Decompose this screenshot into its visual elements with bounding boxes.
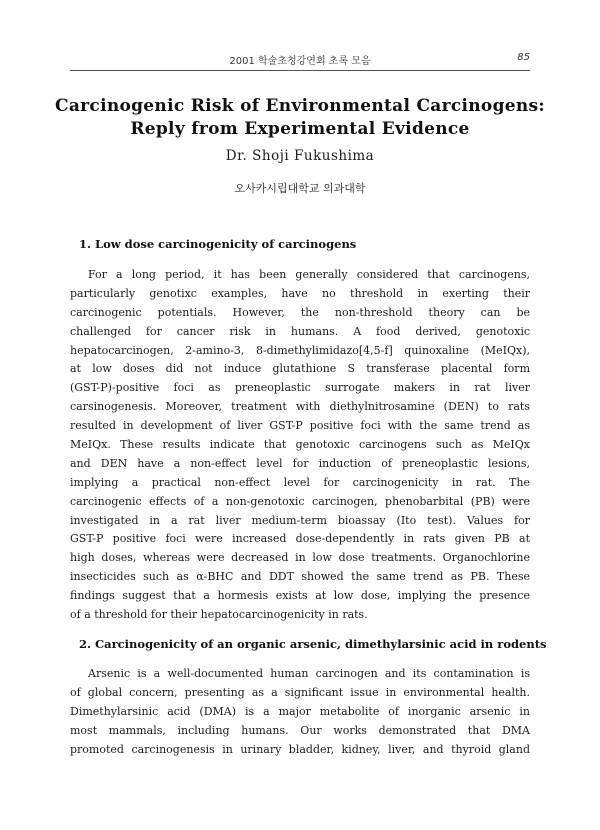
text-line: investigated in a rat liver medium-term bioassay (Ito test). Values for [70, 513, 530, 527]
text-line: at low doses did not induce glutathione S transferase placental form [70, 362, 530, 376]
text-line: promoted carcinogenesis in urinary bladder, kidney, liver, and thyroid gland [70, 742, 530, 756]
text-line: carcinogenic potentials. However, the non-threshold theory can be [70, 305, 530, 319]
text-line: most mammals, including humans. Our works demonstrated that DMA [70, 723, 530, 737]
text-line: challenged for cancer risk in humans. A food derived, genotoxic [70, 324, 530, 338]
text-line: resulted in development of liver GST-P positive foci with the same trend as [70, 419, 530, 433]
text-line: findings suggest that a hormesis exists at low dose, implying the presence [70, 589, 530, 603]
text-line: MeIQx. These results indicate that genotoxic carcinogens such as MeIQx [70, 438, 530, 452]
text-line: particularly genotixc examples, have no threshold in exerting their [70, 286, 530, 300]
text-line: (GST-P)-positive foci as preneoplastic surrogate makers in rat liver [70, 381, 530, 395]
title-line: Reply from Experimental Evidence [130, 119, 470, 139]
text-line: insecticides such as α-BHC and DDT showed the same trend as PB. These [70, 570, 530, 584]
section-1-paragraph [70, 266, 530, 625]
text-line: Arsenic is a well-documented human carcinogen and its contamination is [88, 667, 530, 680]
page-number: 85 [517, 52, 530, 63]
journal-title: 2001 학술초청강연회 초록 모음 [229, 56, 371, 67]
text-line: carsinogenesis. Moreover, treatment with diethylnitrosamine (DEN) to rats [70, 400, 530, 414]
paper-title [40, 95, 560, 141]
text-line: of global concern, presenting as a significant issue in environmental health. [70, 685, 530, 699]
text-line: hepatocarcinogen, 2-amino-3, 8-dimethylimidazo[4,5-f] quinoxaline (MeIQx), [70, 343, 530, 357]
running-head [70, 52, 530, 71]
text-line: of a threshold for their hepatocarcinogenicity in rats. [70, 608, 368, 622]
author-name: Dr. Shoji Fukushima [225, 148, 375, 164]
section-2-paragraph [70, 665, 530, 759]
title-line: Carcinogenic Risk of Environmental Carcinogens: [55, 96, 545, 116]
text-line: Dimethylarsinic acid (DMA) is a major metabolite of inorganic arsenic in [70, 704, 530, 718]
author-affiliation: 오사카시립대학교 의과대학 [234, 182, 366, 195]
text-line: high doses, whereas were decreased in low dose treatments. Organochlorine [70, 551, 530, 565]
text-line: GST-P positive foci were increased dose-dependently in rats given PB at [70, 532, 530, 546]
section-1-heading: 1. Low dose carcinogenicity of carcinogens [79, 237, 357, 251]
text-line: implying a practical non-effect level for carcinogenicity in rat. The [70, 475, 530, 489]
section-2-heading: 2. Carcinogenicity of an organic arsenic, dimethylarsinic acid in rodents [79, 637, 547, 651]
text-line: For a long period, it has been generally considered that carcinogens, [88, 268, 530, 281]
text-line: and DEN have a non-effect level for induction of preneoplastic lesions, [70, 456, 530, 470]
text-line: carcinogenic effects of a non-genotoxic carcinogen, phenobarbital (PB) were [70, 494, 530, 508]
